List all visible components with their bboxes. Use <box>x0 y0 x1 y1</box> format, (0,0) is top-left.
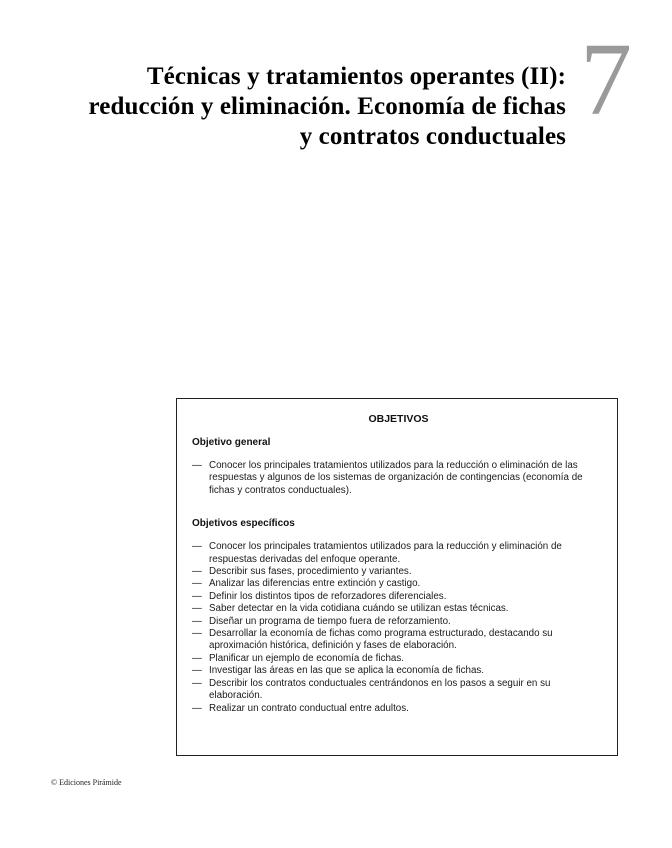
list-item <box>192 653 605 665</box>
list-item-text: Investigar las áreas en las que se aplica la economía de fichas. <box>209 665 485 677</box>
list-item-text: Conocer los principales tratamientos utilizados para la reducción y eliminación de respuestas derivadas del enfoque operante. <box>209 541 562 565</box>
dash-bullet: — <box>192 665 202 677</box>
list-item <box>192 578 605 590</box>
dash-bullet: — <box>192 460 202 471</box>
dash-bullet: — <box>192 615 202 627</box>
list-item-text: Describir los contratos conductuales centrándonos en los pasos a seguir en su elaboración. <box>209 677 551 702</box>
chapter-title-line-1: Técnicas y tratamientos operantes (II): <box>146 63 566 90</box>
list-item-text: Desarrollar la economía de fichas como programa estructurado, destacando su aproximación histórica, definición y fases de elaboración. <box>209 628 553 652</box>
list-item <box>192 460 605 497</box>
dash-bullet: — <box>192 677 202 689</box>
list-item <box>192 566 605 578</box>
list-item-text: Definir los distintos tipos de reforzadores diferenciales. <box>209 590 447 602</box>
chapter-title-line-2: reducción y eliminación. Economía de fichas <box>88 93 566 120</box>
general-objective-heading: Objetivo general <box>192 437 271 448</box>
dash-bullet: — <box>192 541 202 553</box>
list-item <box>192 591 605 603</box>
chapter-title-line-3: y contratos conductuales <box>299 123 566 150</box>
dash-bullet: — <box>192 603 202 615</box>
specific-objectives-heading: Objetivos específicos <box>192 518 295 530</box>
list-item-text: Realizar un contrato conductual entre adultos. <box>209 702 409 714</box>
list-item-text: Planificar un ejemplo de economía de fichas. <box>209 652 404 664</box>
list-item <box>192 665 605 677</box>
chapter-title <box>89 62 566 152</box>
specific-objectives-list <box>192 541 605 715</box>
copyright-footer: © Ediciones Pirámide <box>51 778 122 787</box>
list-item-text: Analizar las diferencias entre extinción y castigo. <box>209 578 421 590</box>
list-item <box>192 541 605 566</box>
objectives-box <box>176 398 618 756</box>
list-item <box>192 703 605 715</box>
dash-bullet: — <box>192 590 202 602</box>
list-item-text: Diseñar un programa de tiempo fuera de reforzamiento. <box>209 615 451 627</box>
dash-bullet: — <box>192 702 202 714</box>
dash-bullet: — <box>192 578 202 590</box>
list-item-text: Describir sus fases, procedimiento y variantes. <box>209 566 412 578</box>
dash-bullet: — <box>192 566 202 578</box>
list-item <box>192 603 605 615</box>
objectives-heading: OBJETIVOS <box>368 413 429 425</box>
dash-bullet: — <box>192 652 202 664</box>
list-item <box>192 616 605 628</box>
general-objective-list <box>192 460 605 497</box>
list-item-text: Saber detectar en la vida cotidiana cuándo se utilizan estas técnicas. <box>209 603 509 615</box>
chapter-number: 7 <box>580 22 632 137</box>
dash-bullet: — <box>192 628 202 640</box>
list-item-text: Conocer los principales tratamientos utilizados para la reducción o eliminación de las respuestas y algunos de los sistemas de organización de contingencias (economía de fichas y contratos conductuales). <box>209 460 583 496</box>
list-item <box>192 678 605 703</box>
list-item <box>192 628 605 653</box>
